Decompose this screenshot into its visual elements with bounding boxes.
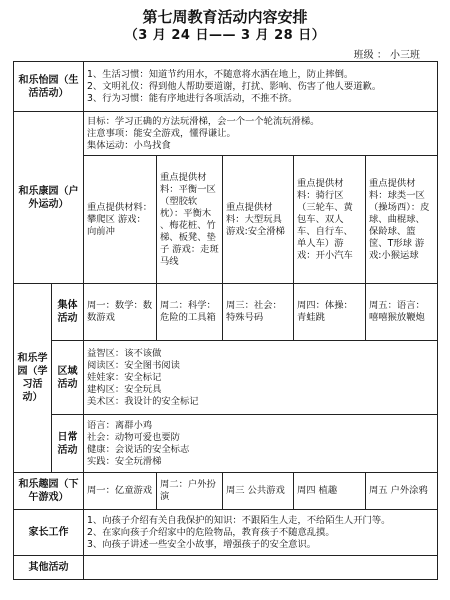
- group-day-2: 周二：科学：危险的工具箱: [157, 284, 223, 341]
- learning-group-row: [14, 284, 438, 341]
- outdoor-day-1: 重点提供材料：攀爬区 游戏：向前冲: [84, 156, 157, 284]
- life-content: [84, 62, 438, 112]
- group-activity-label: 集体活动: [52, 284, 84, 341]
- life-item: 2、文明礼仪：得到他人帮助要道谢，打扰、影响、伤害了他人要道歉。: [87, 80, 382, 92]
- life-item: 1、生活习惯：知道节约用水，不随意将水洒在地上，防止摔倒。: [87, 68, 354, 80]
- area-item: 美术区：我设计的安全标记: [87, 395, 199, 407]
- life-header: 和乐怡园（生活活动）: [14, 62, 84, 112]
- class-label: 班级 ： 小三班: [353, 50, 420, 61]
- outdoor-day-5: 重点提供材料：球类一区（操场西）：皮球、曲棍球、保龄球、篮筐、T形球 游戏:小猴运球: [366, 156, 438, 284]
- area-item: 益智区：该不该做: [87, 347, 162, 359]
- other-row: [14, 556, 438, 580]
- outdoor-day-3: 重点提供材料：大型玩具 游戏:安全滑梯: [223, 156, 294, 284]
- daily-item: 实践：安全玩滑梯: [87, 455, 162, 467]
- group-day-3: 周三：社会：特殊号码: [223, 284, 294, 341]
- outdoor-header: 和乐康园（户外运动）: [14, 112, 84, 284]
- outdoor-goal-row: [14, 112, 438, 156]
- daily-activity-label: 日常活动: [52, 415, 84, 473]
- parent-item: 3、向孩子讲述一些安全小故事，增强孩子的安全意识。: [87, 538, 317, 550]
- games-row: [14, 473, 438, 510]
- area-item: 建构区：安全玩具: [87, 383, 162, 395]
- parents-row: [14, 510, 438, 556]
- life-item: 3、行为习惯：能有序地进行各项活动，不推不挤。: [87, 92, 298, 104]
- other-content: [84, 556, 438, 580]
- parent-item: 2、在家向孩子介绍家中的危险物品，教育孩子不随意乱摸。: [87, 526, 335, 538]
- page-title: 第七周教育活动内容安排: [142, 8, 308, 26]
- game-day-3: 周三 公共游戏: [223, 473, 294, 510]
- game-day-5: 周五 户外涂鸦: [366, 473, 438, 510]
- learning-area-row: [14, 341, 438, 415]
- daily-activities: [84, 415, 438, 473]
- area-activity-label: 区域活动: [52, 341, 84, 415]
- outdoor-day-4: 重点提供材料：骑行区（三轮车、黄包车、双人车、自行车、单人车）游戏：开小汽车: [294, 156, 366, 284]
- area-item: 娃娃家：安全标记: [87, 371, 162, 383]
- game-day-4: 周四 植趣: [294, 473, 366, 510]
- area-item: 阅读区：安全图书阅读: [87, 359, 180, 371]
- learning-daily-row: [14, 415, 438, 473]
- group-day-1: 周一：数学：数数游戏: [84, 284, 157, 341]
- outdoor-note: 注意事项：能安全游戏，懂得谦让。: [87, 127, 236, 139]
- outdoor-day-2: 重点提供材料：平衡一区（塑胶软枕）：平衡木 、梅花桩、竹梯、板凳、垫子 游戏：走斑马线: [157, 156, 223, 284]
- parent-item: 1、向孩子介绍有关自我保护的知识：不跟陌生人走，不给陌生人开门等。: [87, 514, 391, 526]
- outdoor-goal: 目标：学习正确的方法玩滑梯，会一个一个轮流玩滑梯。: [87, 115, 320, 127]
- daily-item: 语言：离群小鸡: [87, 419, 153, 431]
- group-day-4: 周四：体操：青蛙跳: [294, 284, 366, 341]
- games-header: 和乐趣园（下午游戏）: [14, 473, 84, 510]
- parents-content: [84, 510, 438, 556]
- group-day-5: 周五：语言：嘻嘻猴放鞭炮: [366, 284, 438, 341]
- game-day-2: 周二：户外扮演: [157, 473, 223, 510]
- daily-item: 健康：会说话的安全标志: [87, 443, 190, 455]
- parents-header: 家长工作: [14, 510, 84, 556]
- game-day-1: 周一：亿童游戏: [84, 473, 157, 510]
- schedule-table: [13, 61, 438, 580]
- date-range: （3 月 24 日—— 3 月 28 日）: [124, 28, 326, 43]
- daily-item: 社会：动物可爱也要防: [87, 431, 180, 443]
- area-activities: [84, 341, 438, 415]
- outdoor-group: 集体运动：小鸟找食: [87, 139, 171, 151]
- learning-header: 和乐学园（学习活动）: [14, 284, 52, 473]
- outdoor-goals: [84, 112, 438, 156]
- life-row: [14, 62, 438, 112]
- other-header: 其他活动: [14, 556, 84, 580]
